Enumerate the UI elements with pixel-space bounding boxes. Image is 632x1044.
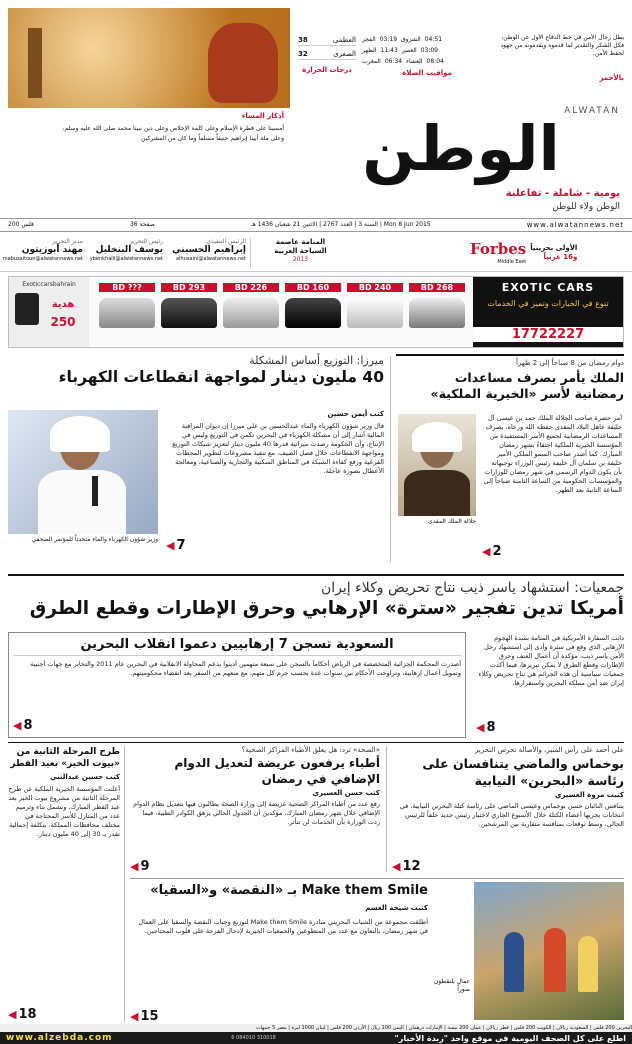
story-baitkhair-author: كتب حسين عبدالنبي <box>49 773 120 781</box>
car-listing[interactable] <box>99 283 155 339</box>
prayer-time: 03:19 <box>379 36 398 43</box>
website-url[interactable]: www.alwatannews.net <box>526 220 624 229</box>
column-divider <box>390 356 391 562</box>
page-number: 8 <box>486 720 496 735</box>
story-king-body: أمر حضرة صاحب الجلالة الملك حمد بن عيسى آل خليفة عاهل البلاد المفدى حفظه الله ورعاه، بصرف المساعدات الرمضانية لجميع الأسر المستفيدة من المؤسسة الخيرية الملكية احتفاءً بشهر رمضان المبارك. كما أصدر صاحب السمو الملكي الأمير خليفة بن سلمان آل خليفة رئيس الوزراء توجيهاته بأن يكون الدوام الرسمي في شهر رمضان للوزارات والمؤسسات الحكومية من الساعة الثامنة صباحاً إلى الساعة الثانية بعد الظهر. <box>483 414 622 494</box>
masthead <box>296 100 626 220</box>
car-ad-brand-panel <box>473 277 623 347</box>
watermark-url[interactable]: www.alzebda.com <box>6 1033 113 1043</box>
page-arrow-icon: ◀ <box>166 539 175 552</box>
page-arrow-icon: ◀ <box>482 545 491 558</box>
car-price: BD 226 <box>223 283 279 292</box>
footer-barcode: 6 084010 310018 <box>231 1035 276 1041</box>
car-listing[interactable] <box>161 283 217 339</box>
page-arrow-icon: ◀ <box>392 860 401 873</box>
car-price: BD 268 <box>409 283 465 292</box>
car-image <box>409 298 465 328</box>
weather-label: العظمى <box>332 36 356 44</box>
page-number: 2 <box>492 544 502 559</box>
prayer-times-box <box>362 36 492 82</box>
prayer-row <box>362 36 492 44</box>
editor-block <box>88 238 163 263</box>
issue-bar <box>0 218 632 232</box>
king-photo-caption: جلالة الملك المفدى <box>428 518 476 525</box>
page-arrow-icon: ◀ <box>476 721 485 734</box>
page-number: 12 <box>402 859 421 874</box>
hero-ad-caption-line1: أمسينا على فطرة الإسلام وعلى كلمة الإخلاص وعلى دين نبينا محمد صلى الله عليه وسلم، <box>62 125 284 132</box>
story-bukhammas-page[interactable] <box>392 859 421 874</box>
weather-row <box>298 36 356 46</box>
story-king-kicker: دوام رمضان من 8 صباحاً إلى 2 ظهراً <box>515 359 624 367</box>
footer-banner-text: اطلع على كل الصحف اليومية في موقع واحد "زبدة الأخبار" <box>394 1033 626 1043</box>
issue-info: السنة 3 | العدد 2767 | الاثنين 21 شعبان 1436 هـ | Mon 8 Jun 2015 <box>250 221 431 228</box>
minister-photo <box>8 410 158 534</box>
forbes-text: الأولى بحرينياً <box>530 244 578 252</box>
page-number: 8 <box>23 718 33 733</box>
story-smile <box>130 882 624 1024</box>
hero-ad-caption-title: أذكار المساء <box>241 112 284 120</box>
car-image <box>223 298 279 328</box>
car-price: BD 160 <box>285 283 341 292</box>
page-number: 9 <box>140 859 150 874</box>
story-electricity-body: قال وزير شؤون الكهرباء والماء عبدالحسين بن علي ميرزا إن ديوان المراقبة المالية أشار إلى أن مشكلة الكهرباء في البحرين تكمن في التوزيع وليس في الإنتاج، وأن الحكومة رصدت ميزانية قدرها 40 مليون دينار لتعزيز شبكات التوزيع ومواجهة الانقطاعات خلال فصل الصيف، مع تنفيذ مشروعات لتطوير المحطات الفرعية ورفع كفاءة الشبكة في المناطق السكنية والتجارية والصناعية، ومعالجة الأعطال بصورة عاجلة. <box>172 422 384 475</box>
car-listing[interactable] <box>285 283 341 339</box>
weather-value: 32 <box>298 50 308 58</box>
main-sub-headline[interactable]: السعودية تسجن 7 إرهابيين دعموا انقلاب البحرين <box>13 637 461 656</box>
story-king <box>396 354 624 564</box>
masthead-tagline: يومية - شاملة - تفاعلية <box>505 188 620 199</box>
worker-figure <box>544 928 566 992</box>
king-ghutra <box>412 422 462 452</box>
editor-block <box>168 238 246 263</box>
story-bukhammas-author: كتبت مروة العسيري <box>555 791 624 799</box>
exotic-site: Exoticcarsbahrain <box>22 281 76 288</box>
forbes-logo: Forbes <box>470 240 527 258</box>
editor-role: رئيس التحرير <box>129 238 163 245</box>
editor-name: مهند أبوزيتون <box>21 245 83 255</box>
main-sub-body: أصدرت المحكمة الجزائية المتخصصة في الرياض أحكاماً بالسجن على سبعة متهمين أدينوا بدعم المحاولة الانقلابية في البحرين عام 2011 والتخابر مع جهات أجنبية وتمويل أعمال إرهابية، وتراوحت الأحكام بين سنوات عدة بحسب جرم كل متهم، مع منعهم من السفر بعد انقضاء محكوميتهم. <box>30 660 461 677</box>
car-image <box>99 298 155 328</box>
car-listing[interactable] <box>409 283 465 339</box>
page-arrow-icon: ◀ <box>8 1008 17 1021</box>
story-king-page[interactable] <box>482 544 522 559</box>
prayer-row <box>362 47 492 55</box>
editor-name: إبراهيم الحسيني <box>172 245 246 255</box>
section-divider <box>130 878 624 879</box>
car-ad-gift: هدية <box>51 299 75 310</box>
hero-ad-hands <box>208 23 278 103</box>
weather-row <box>298 50 356 60</box>
workers-photo-caption: عمال يلتقطون صوراً <box>433 978 470 993</box>
forbes-text-block <box>530 244 577 262</box>
weather-box <box>298 36 356 82</box>
editor-block <box>2 238 83 263</box>
prayer-time: 11:43 <box>380 47 398 54</box>
weather-label: الصغرى <box>333 50 356 58</box>
weather-value: 38 <box>298 36 308 44</box>
page-number: 15 <box>140 1009 159 1024</box>
footer-prices: البحرين 200 فلس | السعودية ريالان | الكويت 200 فلس | قطر ريالان | عمان 200 بيسة | الإمارات درهمان | اليمن 100 ريال | الأردن 200 فلس | لبنان 1000 ليرة | مصر 5 جنيهات <box>255 1025 632 1031</box>
main-story-body: دانت السفارة الأمريكية في المنامة بشدة الهجوم الإرهابي الذي وقع في سترة وأدى إلى استشهاد رجل الأمن ياسر ذيب، مؤكدة أن أعمال العنف وحرق الإطارات وقطع الطرق لا يمكن تبريرها، فيما أكدت جمعيات سياسية أن هذه الجرائم هي نتاج تحريض وكلاء إيران ضد أمن مملكة البحرين واستقرارها. <box>478 634 624 687</box>
car-price: BD 240 <box>347 283 403 292</box>
masthead-logo: الوطن <box>362 112 560 185</box>
story-smile-body: أطلقت مجموعة من الشباب البحريني مبادرة Make them Smile لتوزيع وجبات النقصة والسقيا على العمال في شهر رمضان، بالتعاون مع عدد من المتطوعين والجمعيات الخيرية لإدخال الفرحة على قلوب المحتاجين. <box>138 918 428 935</box>
mosque-minaret-icon <box>28 28 42 98</box>
hero-ad-caption-line2: وعلى ملة أبينا إبراهيم حنيفاً مسلماً وما كان من المشركين <box>141 135 284 142</box>
story-baitkhair-kicker[interactable]: طرح المرحلة الثانية من «بيوت الخير» بعيد الفطر <box>10 747 120 769</box>
king-photo <box>398 414 476 516</box>
prayer-name: الشروق <box>401 36 421 43</box>
main-sub-page[interactable] <box>13 718 33 733</box>
story-electricity-headline[interactable]: 40 مليون دينار لمواجهة انقطاعات الكهرباء <box>58 368 384 386</box>
car-listing[interactable] <box>223 283 279 339</box>
prayer-time: 06:34 <box>384 58 403 65</box>
story-doctors <box>130 746 380 874</box>
forbes-text2: و16 عربياً <box>543 253 578 261</box>
manama-badge-year: 2013 <box>292 256 309 263</box>
page-arrow-icon: ◀ <box>130 860 139 873</box>
story-baitkhair-body: أعلنت المؤسسة الخيرية الملكية عن طرح المرحلة الثانية من مشروع بيوت الخير بعد عيد الفطر المبارك، وتشمل بناء وترميم عدد من المنازل للأسر المحتاجة في مختلف محافظات المملكة، بتكلفة إجمالية تقدر بـ 30 إلى 40 مليون دينار. <box>8 785 120 838</box>
editor-email[interactable]: ybenkhalil@alwatannews.net <box>89 256 163 262</box>
main-story-page-right[interactable] <box>476 720 516 735</box>
minister-ghutra <box>50 416 110 452</box>
story-baitkhair-page[interactable] <box>8 1007 37 1022</box>
story-smile-page[interactable] <box>130 1009 159 1024</box>
story-electricity-author: كتب أيمن حسين <box>327 410 384 418</box>
top-promo-text: يطل رجال الأمن في خط الدفاع الأول عن الوطن، فكل الشكر والتقدير لما قدموه ويقدمونه من جهود لحفظ الأمن. <box>500 34 624 57</box>
prayer-name: الظهر <box>362 47 377 54</box>
worker-figure <box>504 932 524 992</box>
editor-role: مدير التحرير <box>52 238 83 245</box>
page-number: 18 <box>18 1007 37 1022</box>
page-arrow-icon: ◀ <box>130 1010 139 1023</box>
phone-gift-icon <box>15 293 39 325</box>
section-divider <box>8 742 624 743</box>
editors-row <box>0 236 632 272</box>
car-ad-brand: EXOTIC CARS <box>501 281 595 294</box>
hero-ad <box>8 8 290 170</box>
weather-title: درجات الحرارة <box>302 66 352 74</box>
column-divider <box>386 746 387 872</box>
car-price: BD ??? <box>99 283 155 292</box>
car-image <box>347 298 403 328</box>
story-bukhammas <box>392 746 624 874</box>
car-ad-gift-value: 250 <box>50 315 76 329</box>
story-doctors-body: رفع عدد من أطباء المراكز الصحية عريضة إلى وزارة الصحة يطالبون فيها بتعديل نظام الدوام الإضافي خلال شهر رمضان المبارك، مؤكدين أن الجدول الحالي يرهق الكوادر الطبية، فيما ردت الوزارة بأن الخدمات لن تتأثر. <box>133 800 380 826</box>
story-bukhammas-body: يتنافس النائبان حسن بوخماس وعيسى الماضي على رئاسة كتلة البحرين النيابية، في انتخابات يجريها أعضاء الكتلة خلال الأسبوع الجاري لاختيار رئيس جديد خلفاً للرئيس الحالي، وسط توقعات بمنافسة متقاربة بين المرشحين. <box>399 802 624 828</box>
king-bisht <box>404 470 470 516</box>
footer-banner[interactable] <box>0 1032 632 1044</box>
masthead-slogan: الوطن ولاء للوطن <box>552 202 620 212</box>
story-electricity-page[interactable] <box>166 538 206 553</box>
worker-figure <box>578 936 598 992</box>
car-listing[interactable] <box>347 283 403 339</box>
car-ad[interactable] <box>8 276 624 348</box>
story-bukhammas-headline[interactable]: بوخماس والماضي يتنافسان على رئاسة «البحرين» النيابية <box>422 756 624 788</box>
story-baitkhair <box>8 746 120 1022</box>
prayer-row <box>362 58 492 66</box>
car-ad-phone[interactable]: 17722227 <box>473 327 623 342</box>
editor-name: يوسف البنخليل <box>95 245 163 255</box>
issue-pages: 36 صفحة <box>129 221 155 228</box>
editor-email[interactable]: mabuzaitoun@alwatannews.net <box>2 256 83 262</box>
top-promo <box>500 34 624 86</box>
prayer-name: العشاء <box>406 58 423 65</box>
forbes-logo-block <box>470 240 526 266</box>
story-king-headline-l1[interactable]: الملك يأمر بصرف مساعدات <box>454 370 624 385</box>
car-price: BD 293 <box>161 283 217 292</box>
car-ad-left-panel <box>9 277 89 347</box>
microphone-icon <box>92 476 98 506</box>
hero-ad-caption-panel <box>8 108 290 170</box>
editor-email[interactable]: alhusaini@alwatannews.net <box>176 256 246 262</box>
car-image <box>161 298 217 328</box>
minister-body <box>38 470 126 534</box>
masthead-latin: ALWATAN <box>564 106 620 116</box>
prayer-time: 04:51 <box>424 36 443 43</box>
forbes-sub: Middle East <box>497 259 527 265</box>
story-doctors-kicker: «الصحة» ترد: هل يغلق الأطباء المراكز الصحية؟ <box>241 746 380 754</box>
prayer-name: المغرب <box>362 58 381 65</box>
forbes-badge <box>470 238 624 268</box>
story-doctors-author: كتب حسن العسيري <box>312 789 380 797</box>
car-ad-slogan: تنوع في الخيارات وتميز في الخدمات <box>487 299 609 308</box>
page-number: 7 <box>176 538 186 553</box>
story-smile-author: كتبت شيخة العسم <box>365 904 428 912</box>
main-sub-box <box>8 632 466 738</box>
page-arrow-icon: ◀ <box>13 719 22 732</box>
prayer-title: مواقيت الصلاة <box>402 69 452 77</box>
prayer-name: الفجر <box>362 36 376 43</box>
story-bukhammas-kicker: علي أحمد على رأس المنبر، والأصالة تحرس التحرير <box>474 746 624 754</box>
story-electricity <box>8 354 384 564</box>
prayer-time: 03:09 <box>420 47 438 54</box>
manama-badge-line2: السياحة العربية <box>274 247 327 255</box>
main-story <box>8 574 624 738</box>
story-king-headline-l2[interactable]: رمضانية لأسر «الخيرية الملكية» <box>430 386 624 401</box>
manama-badge-line1: المنامة عاصمة <box>275 238 326 246</box>
column-divider <box>124 746 125 1022</box>
footer-price-bar <box>0 1024 632 1032</box>
main-story-kicker: جمعيات: استشهاد ياسر ذيب نتاج تحريض وكلاء إيران <box>321 580 624 596</box>
story-smile-headline[interactable]: Make them Smile بـ «النقصة» و«السقيا» <box>150 883 428 898</box>
car-image <box>285 298 341 328</box>
story-doctors-page[interactable] <box>130 859 150 874</box>
main-story-headline[interactable]: أمريكا تدين تفجير «سترة» الإرهابي وحرق الإطارات وقطع الطرق <box>29 598 624 619</box>
manama-badge <box>250 238 350 268</box>
issue-price: 200 فلس <box>8 221 34 228</box>
top-promo-cta: بالأحمر <box>599 74 624 82</box>
workers-photo <box>474 882 624 1020</box>
story-doctors-headline[interactable]: أطباء يرفعون عريضة لتعديل الدوام الإضافي في رمضان <box>174 756 380 786</box>
prayer-time: 08:04 <box>426 58 444 65</box>
prayer-name: العصر <box>401 47 417 54</box>
story-electricity-kicker: ميرزا: التوزيع أساس المشكلة <box>249 354 384 367</box>
editor-role: الرئيس التنفيذي <box>206 238 246 245</box>
minister-photo-caption: وزير شؤون الكهرباء والماء متحدثاً للمؤتمر الصحفي <box>31 536 158 543</box>
